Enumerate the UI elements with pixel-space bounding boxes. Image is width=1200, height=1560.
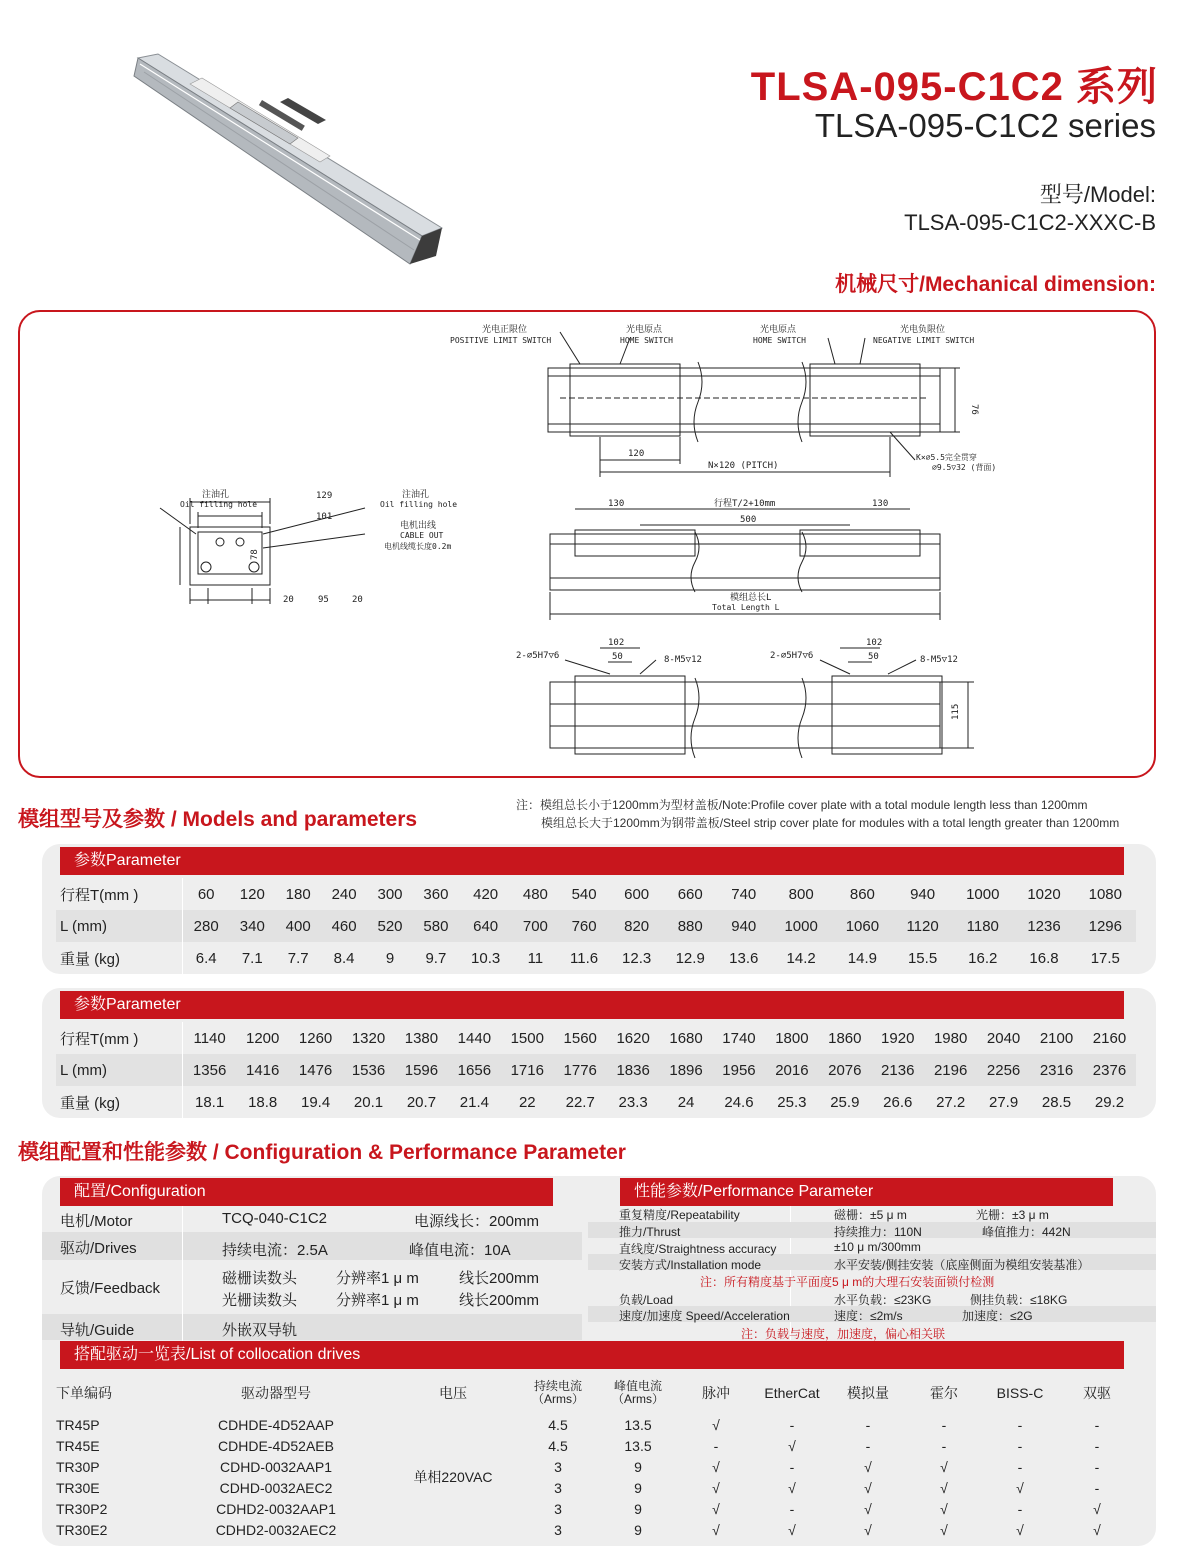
param-row-label: 重量 (kg) [56,1086,183,1118]
feedback-1-length: 线长200mm [459,1270,540,1287]
drives-column-header: 峰值电流 （Arms） [612,1379,664,1406]
drives-cell: TR45P [56,1416,100,1433]
drives-cell: 9 [634,1458,642,1475]
pin-note-left: 2-∅5H7▽6 [516,651,560,661]
drives-cell: - [1094,1458,1100,1475]
drives-cell: - [1017,1458,1023,1475]
repeatability-label: 重复精度/Repeatability [619,1208,740,1222]
oil-hole-cn-right: 注油孔 [402,490,430,500]
param-cell: 520 [367,910,413,942]
param-cell: 25.9 [830,1093,860,1111]
param-cell: 1180 [952,910,1013,942]
config-section-title: 模组配置和性能参数 / Configuration & Performance Parameter [18,1141,626,1164]
param-cell: 14.9 [847,949,877,967]
param-cell: 29.2 [1094,1093,1125,1111]
param-cell: 360 [423,885,449,903]
param-cell: 1320 [351,1029,386,1047]
param-row-label: 行程T(mm ) [56,878,183,910]
param-header-1: 参数Parameter [60,847,1124,875]
drives-cell: 3 [554,1500,562,1517]
drives-cell: - [1017,1437,1023,1454]
param-cell: 1980 [933,1029,968,1047]
dim-20-right: 20 [352,595,363,605]
neg-limit-cn: 光电负限位 [900,325,946,335]
drives-cell: 9 [634,1479,642,1496]
drives-cell: - [789,1416,795,1433]
param-row [56,1022,1136,1054]
drives-cell: TR30P [56,1458,100,1475]
param-cell: 1440 [457,1029,492,1047]
param-cell: 2160 [1092,1029,1127,1047]
param-cell: 23.3 [618,1093,648,1111]
param-cell: 18.1 [195,1093,225,1111]
drives-cell: 4.5 [548,1437,568,1454]
model-label: 型号/Model: [1039,182,1156,207]
param-cell: 1060 [832,910,893,942]
param-cell: 12.9 [675,949,705,967]
param-cell: 340 [229,910,275,942]
param-cell: 1296 [1075,910,1136,942]
drives-cell: - [1094,1437,1100,1454]
drives-cell: CDHDE-4D52AEB [218,1437,334,1454]
param-cell: 7.7 [287,949,309,967]
total-length-en: Total Length L [712,603,780,612]
pitch-label: N×120 (PITCH) [708,461,779,471]
dim-102-left: 102 [608,638,625,648]
param-cell: 2316 [1030,1054,1083,1086]
performance-header: 性能参数/Performance Parameter [620,1178,1113,1206]
param-cell: 1800 [775,1029,809,1047]
thrust-peak: 峰值推力：442N [982,1225,1071,1239]
dim-115: 115 [951,703,961,720]
drives-row [56,1456,1136,1477]
param-cell: 1356 [183,1054,237,1086]
param-cell: 1656 [448,1054,501,1086]
drives-cell: CDHD-0032AEC2 [219,1479,333,1496]
mechanical-drawing-frame [18,310,1156,778]
motor-cable: 电源线长：200mm [414,1213,540,1230]
speed-label: 速度/加速度 Speed/Acceleration [619,1309,790,1323]
param-cell: 860 [849,885,875,903]
home1-cn: 光电原点 [626,325,663,335]
param-cell: 20.1 [353,1093,384,1111]
motor-value: TCQ-040-C1C2 [222,1210,328,1227]
param-cell: 1776 [554,1054,607,1086]
drives-label: 驱动/Drives [60,1240,137,1257]
drives-cell: √ [864,1521,872,1538]
param-cell: 820 [610,910,664,942]
param-cell: 400 [275,910,321,942]
param-cell: 2376 [1083,1054,1136,1086]
drives-cell: √ [940,1500,948,1517]
drives-cell: - [1017,1500,1023,1517]
param-table-2 [56,1022,1136,1118]
param-cell: 1120 [893,910,952,942]
param-cell: 580 [413,910,459,942]
drives-voltage: 单相220VAC [413,1469,493,1485]
pos-limit-cn: 光电正限位 [482,325,528,335]
dim-129: 129 [316,491,333,501]
oil-hole-en-left: Oil filling hole [180,500,258,509]
drives-column-header: 双驱 [1083,1385,1111,1401]
drives-column-header: EtherCat [764,1385,820,1401]
mechanical-drawing [20,312,1156,778]
guide-label: 导轨/Guide [60,1322,135,1339]
installation-value: 水平安装/侧挂安装（底座侧面为模组安装基准） [834,1258,1090,1272]
dim-130-left: 130 [608,499,625,509]
drives-peak: 峰值电流：10A [409,1242,511,1259]
drives-cell: √ [1016,1521,1024,1538]
speed-value: 速度：≤2m/s [834,1309,903,1323]
dim-101: 101 [316,512,333,522]
drives-row [56,1414,1136,1435]
screw-note-left: 8-M5▽12 [664,655,702,665]
drives-cell: CDHD2-0032AEC2 [215,1521,337,1538]
drives-cell: - [789,1500,795,1517]
param-cell: 940 [910,885,936,903]
feedback-2-type: 光栅读数头 [222,1292,298,1309]
param-cell: 1140 [193,1029,226,1047]
param-row-label: L (mm) [56,910,183,942]
guide-value: 外嵌双导轨 [222,1322,298,1339]
param-row [56,1054,1136,1086]
drives-cell: √ [864,1479,872,1496]
pin-note-right: 2-∅5H7▽6 [770,651,814,661]
drives-cell: √ [864,1500,872,1517]
drives-cell: - [1017,1416,1023,1433]
param-table-1 [56,878,1136,974]
param-cell: 9 [385,949,395,967]
feedback-label: 反馈/Feedback [60,1280,161,1297]
repeatability-magnetic: 磁栅：±5 μ m [834,1208,907,1222]
param-cell: 20.7 [406,1093,437,1111]
param-cell: 1620 [616,1029,650,1047]
param-cell: 22.7 [565,1093,595,1111]
drives-cell: - [1094,1416,1100,1433]
drives-header: 搭配驱动一览表/List of collocation drives [60,1341,1124,1369]
cable-length: 电机线缆长度0.2m [384,542,452,551]
param-cell: 27.9 [988,1093,1019,1111]
drives-cell: - [865,1437,871,1454]
hole-note-1: K×∅5.5完全贯穿 [916,453,977,462]
dim-95: 95 [318,595,329,605]
screw-note-right: 8-M5▽12 [920,655,958,665]
drives-cell: CDHDE-4D52AAP [218,1416,334,1433]
load-label: 负载/Load [619,1293,674,1307]
param-cell: 420 [473,885,499,903]
thrust-label: 推力/Thrust [619,1225,681,1239]
param-cell: 1956 [713,1054,766,1086]
page-title: TLSA-095-C1C2 系列 [750,65,1158,109]
drives-cell: 3 [554,1521,562,1538]
drives-table [56,1372,1136,1540]
param-cell: 24 [677,1093,695,1111]
config-header: 配置/Configuration [60,1178,553,1206]
param-cell: 2256 [977,1054,1030,1086]
models-note-2: 模组总长大于1200mm为钢带盖板/Steel strip cover plate for modules with a total length greater than 1200mm [541,816,1120,830]
thrust-continuous: 持续推力：110N [834,1225,922,1239]
param-cell: 760 [558,910,610,942]
home2-en: HOME SWITCH [753,336,806,345]
drives-column-header: 脉冲 [702,1385,730,1401]
param-cell: 25.3 [777,1093,807,1111]
drives-cell: - [789,1458,795,1475]
param-cell: 480 [522,885,548,903]
home2-cn: 光电原点 [760,325,797,335]
dim-50-right: 50 [868,652,879,662]
drives-cell: TR45E [56,1437,100,1454]
load-horizontal: 水平负载：≤23KG [834,1293,932,1307]
drives-cell: √ [1093,1500,1101,1517]
param-cell: 60 [197,885,215,903]
param-row [56,942,1136,974]
param-cell: 1836 [607,1054,660,1086]
feedback-1-resolution: 分辨率1 μ m [336,1270,419,1287]
param-cell: 2016 [765,1054,818,1086]
param-cell: 28.5 [1041,1093,1072,1111]
drives-cell: 13.5 [624,1416,652,1433]
param-row [56,878,1136,910]
drives-cell: 13.5 [624,1437,652,1454]
page-subtitle: TLSA-095-C1C2 series [814,107,1156,144]
feedback-2-length: 线长200mm [459,1292,540,1309]
drives-cell: √ [712,1416,720,1433]
drives-cell: √ [712,1500,720,1517]
drives-cell: √ [1016,1479,1024,1496]
param-header-2: 参数Parameter [60,991,1124,1019]
param-cell: 16.2 [968,949,998,967]
param-cell: 9.7 [425,949,447,967]
param-cell: 1200 [245,1029,280,1047]
dim-76: 76 [969,404,979,415]
drives-cell: 4.5 [548,1416,568,1433]
cable-cn: 电机出线 [400,521,437,531]
dim-50-left: 50 [612,652,623,662]
param-cell: 11 [527,949,544,967]
models-note-1: 注：模组总长小于1200mm为型材盖板/Note:Profile cover plate with a total module length less than 1200mm [516,798,1088,812]
param-cell: 1680 [669,1029,703,1047]
drives-cell: TR30E [56,1479,100,1496]
drives-cell: - [1094,1479,1100,1496]
param-cell: 740 [731,885,757,903]
param-cell: 1500 [510,1029,544,1047]
drives-cell: √ [788,1479,796,1496]
hole-note-2: ∅9.5▽32 (背面) [932,463,997,472]
param-cell: 14.2 [786,949,816,967]
param-row [56,1086,1136,1118]
param-cell: 27.2 [936,1093,966,1111]
drives-cell: TR30P2 [56,1500,108,1517]
param-row-label: L (mm) [56,1054,183,1086]
dim-78: 78 [250,549,260,560]
stroke-label: 行程T/2+10mm [714,499,776,509]
param-cell: 2196 [924,1054,977,1086]
cable-en: CABLE OUT [400,531,444,540]
param-cell: 1740 [722,1029,756,1047]
param-cell: 1560 [563,1029,597,1047]
drives-cell: - [941,1437,947,1454]
param-cell: 1536 [342,1054,395,1086]
drives-row [56,1477,1136,1498]
param-cell: 17.5 [1090,949,1120,967]
performance-note-2: 注：负载与速度，加速度，偏心相关联 [741,1327,946,1341]
param-row-label: 重量 (kg) [56,942,183,974]
param-cell: 26.6 [883,1093,913,1111]
param-cell: 600 [624,885,650,903]
drives-cell: √ [788,1437,796,1454]
product-image [130,50,450,270]
drives-cell: √ [940,1479,948,1496]
param-cell: 280 [183,910,230,942]
drives-cell: √ [712,1458,720,1475]
feedback-2-resolution: 分辨率1 μ m [336,1292,419,1309]
param-cell: 2100 [1039,1029,1074,1047]
dim-120: 120 [628,449,645,459]
param-cell: 1920 [881,1029,915,1047]
drives-cell: 3 [554,1479,562,1496]
param-cell: 13.6 [729,949,759,967]
drives-row [56,1498,1136,1519]
param-cell: 640 [459,910,513,942]
param-cell: 15.5 [907,949,938,967]
drives-column-header: 霍尔 [930,1385,958,1401]
param-cell: 18.8 [248,1093,278,1111]
motor-label: 电机/Motor [60,1213,133,1230]
repeatability-optical: 光栅：±3 μ m [976,1208,1049,1222]
dim-500: 500 [740,515,757,525]
drives-column-header: 电压 [439,1385,467,1401]
home1-en: HOME SWITCH [620,336,673,345]
param-cell: 1860 [828,1029,862,1047]
param-cell: 12.3 [622,949,652,967]
param-cell: 1596 [395,1054,448,1086]
param-cell: 300 [377,885,403,903]
param-cell: 7.1 [241,949,263,967]
param-cell: 1380 [404,1029,439,1047]
drives-cell: CDHD2-0032AAP1 [216,1500,336,1517]
acceleration-value: 加速度：≤2G [962,1309,1033,1323]
param-cell: 1476 [289,1054,342,1086]
param-cell: 2136 [871,1054,924,1086]
drives-row [56,1435,1136,1456]
param-cell: 240 [331,885,357,903]
param-row-label: 行程T(mm ) [56,1022,183,1054]
straightness-label: 直线度/Straightness accuracy [619,1242,777,1256]
param-cell: 6.4 [195,949,217,967]
param-cell: 1416 [236,1054,289,1086]
param-cell: 19.4 [301,1093,331,1111]
drives-column-header: BISS-C [996,1385,1044,1401]
param-cell: 540 [571,885,597,903]
param-cell: 21.4 [459,1093,489,1111]
drives-cell: 3 [554,1458,562,1475]
drives-column-header: 下单编码 [56,1385,112,1401]
drives-cell: √ [712,1479,720,1496]
param-cell: 120 [239,885,265,903]
drives-cell: √ [940,1458,948,1475]
straightness-value: ±10 μ m/300mm [834,1240,921,1254]
param-cell: 1000 [966,885,1000,903]
param-cell: 24.6 [724,1093,754,1111]
drives-column-header: 驱动器型号 [241,1385,311,1401]
installation-label: 安装方式/Installation mode [619,1258,762,1272]
param-cell: 460 [321,910,367,942]
drives-cell: CDHD-0032AAP1 [219,1458,333,1475]
param-cell: 940 [717,910,771,942]
param-cell: 16.8 [1029,949,1059,967]
param-cell: 1896 [660,1054,713,1086]
param-cell: 180 [285,885,311,903]
param-cell: 2076 [818,1054,871,1086]
param-cell: 1236 [1013,910,1074,942]
neg-limit-en: NEGATIVE LIMIT SWITCH [873,336,975,345]
drives-cell: √ [864,1458,872,1475]
oil-hole-cn-left: 注油孔 [202,490,230,500]
total-length-cn: 模组总长L [730,593,772,603]
model-value: TLSA-095-C1C2-XXXC-B [904,210,1156,235]
mechanical-dimension-title: 机械尺寸/Mechanical dimension: [835,273,1156,296]
param-cell: 880 [663,910,717,942]
param-cell: 22 [518,1093,536,1111]
feedback-1-type: 磁栅读数头 [222,1270,298,1287]
param-row [56,910,1136,942]
dim-102-right: 102 [866,638,883,648]
param-cell: 1000 [771,910,832,942]
drives-cell: - [941,1416,947,1433]
load-side: 侧挂负载：≤18KG [970,1293,1068,1307]
drives-column-header: 持续电流 （Arms） [532,1379,584,1406]
dim-130-right: 130 [872,499,889,509]
drives-cell: √ [712,1521,720,1538]
drives-cell: - [713,1437,719,1454]
param-cell: 1020 [1027,885,1061,903]
drives-cell: √ [1093,1521,1101,1538]
param-cell: 800 [788,885,814,903]
drives-cell: - [865,1416,871,1433]
drives-cell: 9 [634,1521,642,1538]
drives-cell: 9 [634,1500,642,1517]
config-divider [182,1206,183,1342]
param-cell: 11.6 [570,949,599,967]
param-cell: 2040 [986,1029,1021,1047]
models-section-title: 模组型号及参数 / Models and parameters [18,808,418,831]
pos-limit-en: POSITIVE LIMIT SWITCH [450,336,552,345]
param-cell: 660 [677,885,703,903]
param-cell: 10.3 [471,949,501,967]
drives-cell: √ [940,1521,948,1538]
drives-cell: √ [788,1521,796,1538]
oil-hole-en-right: Oil filling hole [380,500,458,509]
performance-note-1: 注：所有精度基于平面度5 μ m的大理石安装面锁付检测 [700,1275,995,1289]
param-cell: 8.4 [333,949,355,967]
drives-column-header: 模拟量 [847,1385,889,1401]
drives-row [56,1519,1136,1540]
param-cell: 1260 [298,1029,333,1047]
dim-20-left: 20 [283,595,294,605]
param-cell: 1716 [501,1054,554,1086]
param-cell: 700 [512,910,558,942]
param-cell: 1080 [1088,885,1122,903]
drives-cell: TR30E2 [56,1521,108,1538]
drives-continuous: 持续电流：2.5A [222,1242,328,1259]
